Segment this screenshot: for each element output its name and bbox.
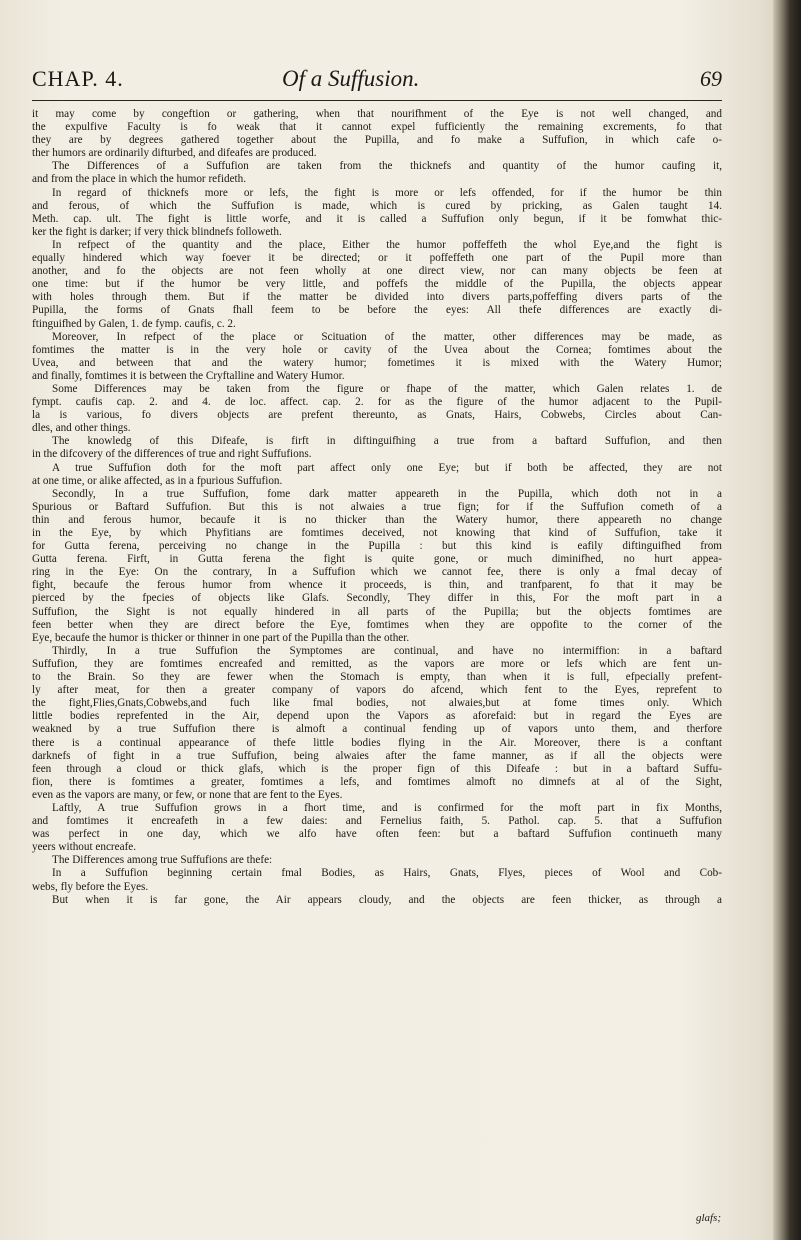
text-line: fomtimes the matter is in the very hole or cavity of the Uvea about the Cornea; fomtimes about the xyxy=(32,343,722,356)
text-line: another, and fo the objects are not feen wholly at one direct view, nor can many objects be feen at xyxy=(32,265,722,278)
body-text xyxy=(32,108,722,907)
text-line: and ferous, of which the Suffufion is made, which is cured by pricking, as Galen taught 14. xyxy=(32,199,722,212)
text-line: Spurious or Baftard Suffufion. But this is not alwaies a true fign; for if the Suffufion cometh of a xyxy=(32,500,722,513)
text-line: ly after meat, for then a greater company of vapors do afcend, which fent to the Eyes, reprefent to xyxy=(32,684,722,697)
text-line: The Differences of a Suffufion are taken from the thicknefs and quantity of the humor caufing it, xyxy=(52,160,722,173)
text-line: fight, becaufe the ferous humor from whence it proceeds, is thin, and tranfparent, fo that it may be xyxy=(32,579,722,592)
text-line: and fomtimes it encreafeth in a few daies: and Fernelius faith, 5. Pathol. cap. 5. that a Suffufion xyxy=(32,815,722,828)
book-binding-edge xyxy=(773,0,801,1240)
text-line: Uvea, and between that and the watery humor; fometimes it is mixed with the Watery Humor; xyxy=(32,356,722,369)
text-line: it may come by congeftion or gathering, when that nourifhment of the Eye is not well changed, and xyxy=(32,108,722,120)
text-line: la is various, fo divers objects are prefent thereunto, as Gnats, Hairs, Cobwebs, Circles about Can- xyxy=(32,409,722,422)
text-line: with holes through them. But if the matter be divided into divers parts,poffeffing divers parts of the xyxy=(32,291,722,304)
text-line: and from the place in which the humor refideth. xyxy=(32,173,247,186)
text-line: In regard of thicknefs more or lefs, the fight is more or lefs offended, for if the humor be thin xyxy=(52,186,722,199)
text-line: fympt. caufis cap. 2. and 4. de loc. affect. cap. 2. for as the figure of the humor adjacent to the Pupil- xyxy=(32,396,722,409)
text-line: ring in the Eye: On the contrary, In a Suffufion which we cannot fee, there is only a fmal decay of xyxy=(32,566,722,579)
text-line: weakned by a true Suffufion there is almoft a continual fending up of vapors unto them, and therfore xyxy=(32,723,722,736)
header-rule xyxy=(32,100,722,101)
text-line: Suffufion, the Sight is not equally hindered in all parts of the Pupilla; but the objects fomtimes are xyxy=(32,605,722,618)
text-line: yeers without encreafe. xyxy=(32,841,137,854)
text-line: Pupilla, the forms of Gnats fhall feem to be before the eyes: All thefe differences are exactly di- xyxy=(32,304,722,317)
text-line: the fight,Flies,Gnats,Cobwebs,and fuch like fmal bodies, not alwaies,but at fome times only. Which xyxy=(32,697,722,710)
text-line: even as the vapors are many, or few, or none that are fent to the Eyes. xyxy=(32,788,343,801)
text-line: dles, and other things. xyxy=(32,422,131,435)
text-line: The Differences among true Suffufions are thefe: xyxy=(52,854,273,867)
text-line: to the Brain. So they are fewer when the Stomach is empty, than when it is full, efpecially prefent- xyxy=(32,671,722,684)
text-line: Thirdly, In a true Suffufion the Symptomes are continual, and have no intermiffion: in a baftard xyxy=(52,644,722,657)
text-line: A true Suffufion doth for the moft part affect only one Eye; but if both be affected, they are not xyxy=(52,461,722,474)
text-line: feen better when they are direct before the Eye, fomtimes when they are oppofite to the corner of the xyxy=(32,618,722,631)
text-line: ker the fight is darker; if very thick blindnefs followeth. xyxy=(32,225,282,238)
page-number: 69 xyxy=(700,66,722,91)
text-line: thin and ferous humor, becaufe it is no thicker than the Watery humor, there appeareth no change xyxy=(32,513,722,526)
text-line: in the difcovery of the differences of true and right Suffufions. xyxy=(32,448,312,461)
page-title: Of a Suffusion. xyxy=(282,66,420,91)
text-line: and finally, fomtimes it is between the Cryftalline and Watery Humor. xyxy=(32,369,345,382)
text-line: pierced by the fpecies of objects like Glafs. Secondly, They differ in this, For the moft part in a xyxy=(32,592,722,605)
text-line: one time: but if the humor be very little, and poffefs the middle of the Pupilla, the objects appear xyxy=(32,278,722,291)
text-line: the expulfive Faculty is fo weak that it cannot expel fufficiently the remaining excrements, fo that xyxy=(32,121,722,134)
text-line: at one time, or alike affected, as in a fpurious Suffufion. xyxy=(32,474,283,487)
text-line: The knowledg of this Difeafe, is firft in diftinguifhing a true from a baftard Suffufion, and then xyxy=(52,435,722,448)
text-line: ftinguifhed by Galen, 1. de fymp. caufis, c. 2. xyxy=(32,317,236,330)
text-line: Some Differences may be taken from the figure or fhape of the matter, which Galen relates 1. de xyxy=(52,382,722,395)
text-line: feen through a cloud or thick glafs, which is the proper fign of this Difeafe : but in a baftard Suffu- xyxy=(32,762,722,775)
text-line: In refpect of the quantity and the place, Either the humor poffeffeth the whol Eye,and the fight is xyxy=(52,238,722,251)
text-line: darknefs of fight in a true Suffufion, being alwaies after the fame manner, as if all the objects were xyxy=(32,749,722,762)
text-line: little bodies reprefented in the Air, depend upon the Vapors as aforefaid: but in regard the Eyes are xyxy=(32,710,722,723)
text-line: Gutta ferena. Firft, in Gutta ferena the fight is quite gone, or much diminifhed, no hurt appea- xyxy=(32,553,722,566)
text-line: In a Suffufion beginning certain fmal Bodies, as Hairs, Gnats, Flyes, pieces of Wool and Cob- xyxy=(52,867,722,880)
catchword: glafs; xyxy=(695,1212,721,1224)
text-line: was perfect in one day, which we alfo have often feen: but a baftard Suffufion continueth many xyxy=(32,828,722,841)
running-header xyxy=(32,66,722,100)
text-line: Suffufion, they are fomtimes encreafed and remitted, as the vapors are more or lefs which are fent un- xyxy=(32,657,722,670)
text-line: they are by degrees gathered together about the Pupilla, and fo make a Suffufion, in which cafe o- xyxy=(32,134,722,147)
text-line: Secondly, In a true Suffufion, fome dark matter appeareth in the Pupilla, which doth not in a xyxy=(52,487,722,500)
text-line: there is a continual appearance of thefe little bodies flying in the Air. Moreover, there is a conftant xyxy=(32,736,722,749)
text-line: Eye, becaufe the humor is thicker or thinner in one part of the Pupilla than the other. xyxy=(32,631,410,644)
text-line: for Gutta ferena, perceiving no change in the Pupilla : but this kind is eafily diftinguifhed from xyxy=(32,540,722,553)
text-line: ther humors are ordinarily difturbed, and difeafes are produced. xyxy=(32,147,317,160)
text-line: But when it is far gone, the Air appears cloudy, and the objects are feen thicker, as through a xyxy=(52,893,722,906)
chapter-label: CHAP. 4. xyxy=(32,66,124,91)
text-line: Meth. cap. ult. The fight is little worfe, and it is called a Suffufion only begun, if it be fomwhat thic- xyxy=(32,212,722,225)
text-line: equally hindered which way foever it be directed; or it poffeffeth one part of the Pupil more than xyxy=(32,252,722,265)
text-line: Laftly, A true Suffufion grows in a fhort time, and is confirmed for the moft part in fix Months, xyxy=(52,801,722,814)
text-line: webs, fly before the Eyes. xyxy=(32,880,149,893)
text-line: fion, there is fomtimes a greater, fomtimes a lefs, and fomtimes almoft no dimnefs at al of the Sight, xyxy=(32,775,722,788)
text-line: in the Eye, by which Phyfitians are fomtimes deceived, not knowing that kind of Suffufion, take it xyxy=(32,527,722,539)
text-line: Moreover, In refpect of the place or Scituation of the matter, other differences may be made, as xyxy=(52,330,722,343)
